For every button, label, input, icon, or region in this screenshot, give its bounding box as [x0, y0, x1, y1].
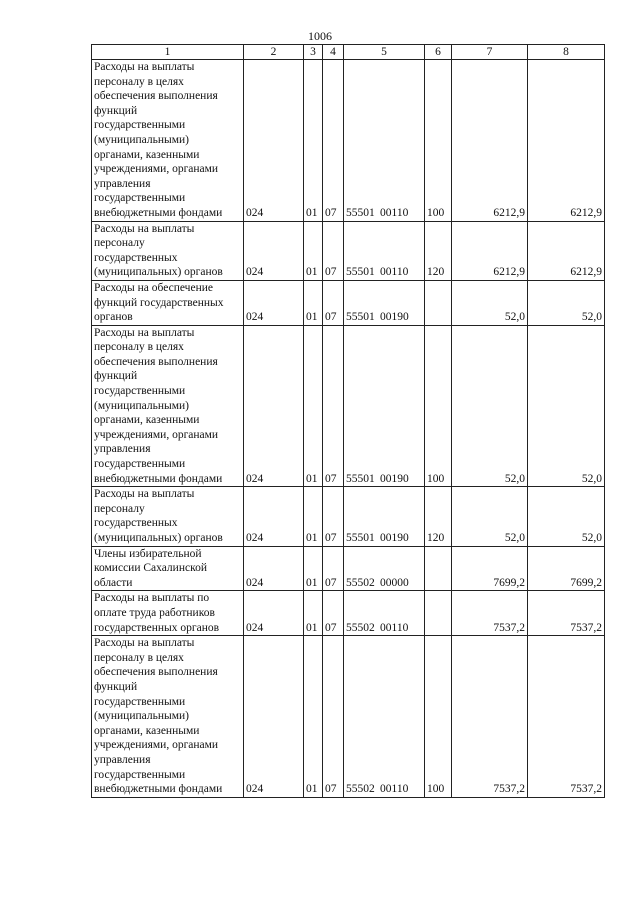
- table-header-row: [92, 45, 605, 60]
- expense-name-line: государственными: [94, 385, 186, 398]
- target-article-program: 55502: [346, 621, 375, 634]
- column-header: 6: [425, 45, 452, 60]
- ministry-cell: 024: [244, 280, 304, 325]
- section-cell: 01: [304, 60, 323, 222]
- target-article-program: 55501: [346, 266, 375, 279]
- expense-name-line: (муниципальными): [94, 710, 189, 723]
- expense-name-line: Расходы на обеспечение: [94, 281, 213, 294]
- ministry-cell: 024: [244, 325, 304, 487]
- expense-name-line: органов: [94, 311, 133, 324]
- expense-name-line: внебюджетными фондами: [94, 206, 223, 219]
- expense-name-cell: [92, 280, 244, 325]
- expense-type-cell: 100: [425, 325, 452, 487]
- expense-name-line: внебюджетными фондами: [94, 783, 223, 796]
- amount-7-cell: 52,0: [452, 280, 528, 325]
- expense-type-cell: [425, 280, 452, 325]
- expense-name-line: обеспечения выполнения: [94, 666, 218, 679]
- expense-name-line: функций: [94, 680, 138, 693]
- expense-name-line: Расходы на выплаты: [94, 488, 195, 501]
- expense-name-line: (муниципальными): [94, 399, 189, 412]
- expense-name-line: области: [94, 576, 133, 589]
- expense-type-cell: 120: [425, 221, 452, 280]
- column-header: 7: [452, 45, 528, 60]
- expense-name-cell: [92, 60, 244, 222]
- expense-name-line: функций: [94, 104, 138, 117]
- subsection-cell: 07: [323, 325, 344, 487]
- section-cell: 01: [304, 280, 323, 325]
- expense-name-line: (муниципальными): [94, 133, 189, 146]
- expense-name-line: органами, казенными: [94, 724, 200, 737]
- amount-7-cell: 7537,2: [452, 636, 528, 798]
- expense-name-line: функций государственных: [94, 296, 224, 309]
- subsection-cell: 07: [323, 60, 344, 222]
- section-cell: 01: [304, 546, 323, 591]
- table-row: [92, 591, 605, 636]
- expense-name-line: Расходы на выплаты: [94, 637, 195, 650]
- expense-name-line: персоналу в целях: [94, 341, 184, 354]
- section-cell: 01: [304, 487, 323, 546]
- expense-name-line: государственных: [94, 517, 178, 530]
- target-article-direction: 00190: [380, 311, 409, 324]
- target-article-direction: 00190: [380, 532, 409, 544]
- expense-name-cell: [92, 221, 244, 280]
- expense-name-line: персоналу: [94, 237, 145, 250]
- subsection-cell: 07: [323, 636, 344, 798]
- table-row: [92, 280, 605, 325]
- table-row: [92, 60, 605, 222]
- ministry-cell: 024: [244, 487, 304, 546]
- expense-name-line: Расходы на выплаты: [94, 222, 195, 235]
- target-article-program: 55501: [346, 311, 375, 324]
- target-article-program: 55501: [346, 206, 375, 219]
- expense-name-cell: [92, 636, 244, 798]
- target-article-cell: [344, 325, 425, 487]
- expense-name-line: государственными: [94, 695, 186, 708]
- amount-8-cell: 52,0: [528, 280, 605, 325]
- subsection-cell: 07: [323, 487, 344, 546]
- table-row: [92, 636, 605, 798]
- expense-name-line: органами, казенными: [94, 148, 200, 161]
- amount-7-cell: 7537,2: [452, 591, 528, 636]
- expense-name-line: учреждениями, органами: [94, 739, 219, 752]
- column-header: 1: [92, 45, 244, 60]
- table-row: [92, 487, 605, 546]
- amount-8-cell: 52,0: [528, 487, 605, 546]
- expense-name-cell: [92, 487, 244, 546]
- expense-name-line: государственными: [94, 768, 186, 781]
- expense-name-line: обеспечения выполнения: [94, 355, 218, 368]
- table-row: [92, 221, 605, 280]
- amount-8-cell: 7537,2: [528, 591, 605, 636]
- amount-8-cell: 6212,9: [528, 221, 605, 280]
- column-header: 4: [323, 45, 344, 60]
- expense-name-line: персоналу в целях: [94, 75, 184, 88]
- ministry-cell: 024: [244, 546, 304, 591]
- amount-8-cell: 7537,2: [528, 636, 605, 798]
- amount-8-cell: 52,0: [528, 325, 605, 487]
- expense-name-line: (муниципальных) органов: [94, 266, 223, 279]
- page-number: 1006: [308, 29, 332, 43]
- ministry-cell: 024: [244, 591, 304, 636]
- expense-type-cell: 100: [425, 60, 452, 222]
- expense-name-line: Члены избирательной: [94, 547, 202, 560]
- expense-name-line: государственных органов: [94, 621, 220, 634]
- expense-name-line: внебюджетными фондами: [94, 472, 223, 485]
- column-header: 3: [304, 45, 323, 60]
- section-cell: 01: [304, 591, 323, 636]
- target-article-direction: 00000: [380, 576, 409, 589]
- expense-name-line: государственными: [94, 458, 186, 471]
- target-article-direction: 00110: [380, 266, 409, 279]
- target-article-program: 55502: [346, 783, 375, 796]
- target-article-direction: 00110: [380, 206, 409, 219]
- expense-type-cell: 100: [425, 636, 452, 798]
- ministry-cell: 024: [244, 60, 304, 222]
- expense-name-line: обеспечения выполнения: [94, 90, 218, 103]
- target-article-cell: [344, 60, 425, 222]
- target-article-cell: [344, 280, 425, 325]
- column-header: 8: [528, 45, 605, 60]
- expense-name-line: государственными: [94, 192, 186, 205]
- expense-name-line: персоналу: [94, 502, 145, 515]
- expense-name-cell: [92, 591, 244, 636]
- column-header: 5: [344, 45, 425, 60]
- subsection-cell: 07: [323, 280, 344, 325]
- target-article-cell: [344, 487, 425, 546]
- target-article-program: 55502: [346, 576, 375, 589]
- subsection-cell: 07: [323, 546, 344, 591]
- target-article-cell: [344, 591, 425, 636]
- amount-7-cell: 52,0: [452, 487, 528, 546]
- expense-type-cell: [425, 546, 452, 591]
- expense-name-line: управления: [94, 177, 151, 190]
- expense-type-cell: [425, 591, 452, 636]
- expense-type-cell: 120: [425, 487, 452, 546]
- expense-name-line: персоналу в целях: [94, 651, 184, 664]
- section-cell: 01: [304, 636, 323, 798]
- amount-7-cell: 52,0: [452, 325, 528, 487]
- target-article-cell: [344, 221, 425, 280]
- expense-name-line: оплате труда работников: [94, 606, 215, 619]
- expense-name-line: органами, казенными: [94, 414, 200, 427]
- target-article-direction: 00190: [380, 472, 409, 485]
- expense-name-line: управления: [94, 443, 151, 456]
- expense-name-cell: [92, 325, 244, 487]
- ministry-cell: 024: [244, 636, 304, 798]
- expense-name-line: управления: [94, 753, 151, 766]
- column-header: 2: [244, 45, 304, 60]
- expense-name-line: (муниципальных) органов: [94, 532, 223, 544]
- table-row: [92, 546, 605, 591]
- subsection-cell: 07: [323, 591, 344, 636]
- expense-name-cell: [92, 546, 244, 591]
- target-article-program: 55501: [346, 472, 375, 485]
- expense-name-line: функций: [94, 370, 138, 383]
- expense-name-line: Расходы на выплаты по: [94, 592, 210, 605]
- section-cell: 01: [304, 221, 323, 280]
- expense-name-line: Расходы на выплаты: [94, 326, 195, 339]
- target-article-direction: 00110: [380, 783, 409, 796]
- amount-7-cell: 6212,9: [452, 221, 528, 280]
- expense-name-line: государственных: [94, 251, 178, 264]
- amount-8-cell: 7699,2: [528, 546, 605, 591]
- ministry-cell: 024: [244, 221, 304, 280]
- target-article-cell: [344, 636, 425, 798]
- expense-name-line: учреждениями, органами: [94, 163, 219, 176]
- section-cell: 01: [304, 325, 323, 487]
- target-article-cell: [344, 546, 425, 591]
- expense-name-line: учреждениями, органами: [94, 428, 219, 441]
- budget-table: [91, 44, 605, 798]
- amount-8-cell: 6212,9: [528, 60, 605, 222]
- amount-7-cell: 7699,2: [452, 546, 528, 591]
- amount-7-cell: 6212,9: [452, 60, 528, 222]
- expense-name-line: государственными: [94, 119, 186, 132]
- expense-name-line: комиссии Сахалинской: [94, 562, 207, 575]
- target-article-program: 55501: [346, 532, 375, 544]
- table-row: [92, 325, 605, 487]
- target-article-direction: 00110: [380, 621, 409, 634]
- expense-name-line: Расходы на выплаты: [94, 61, 195, 73]
- subsection-cell: 07: [323, 221, 344, 280]
